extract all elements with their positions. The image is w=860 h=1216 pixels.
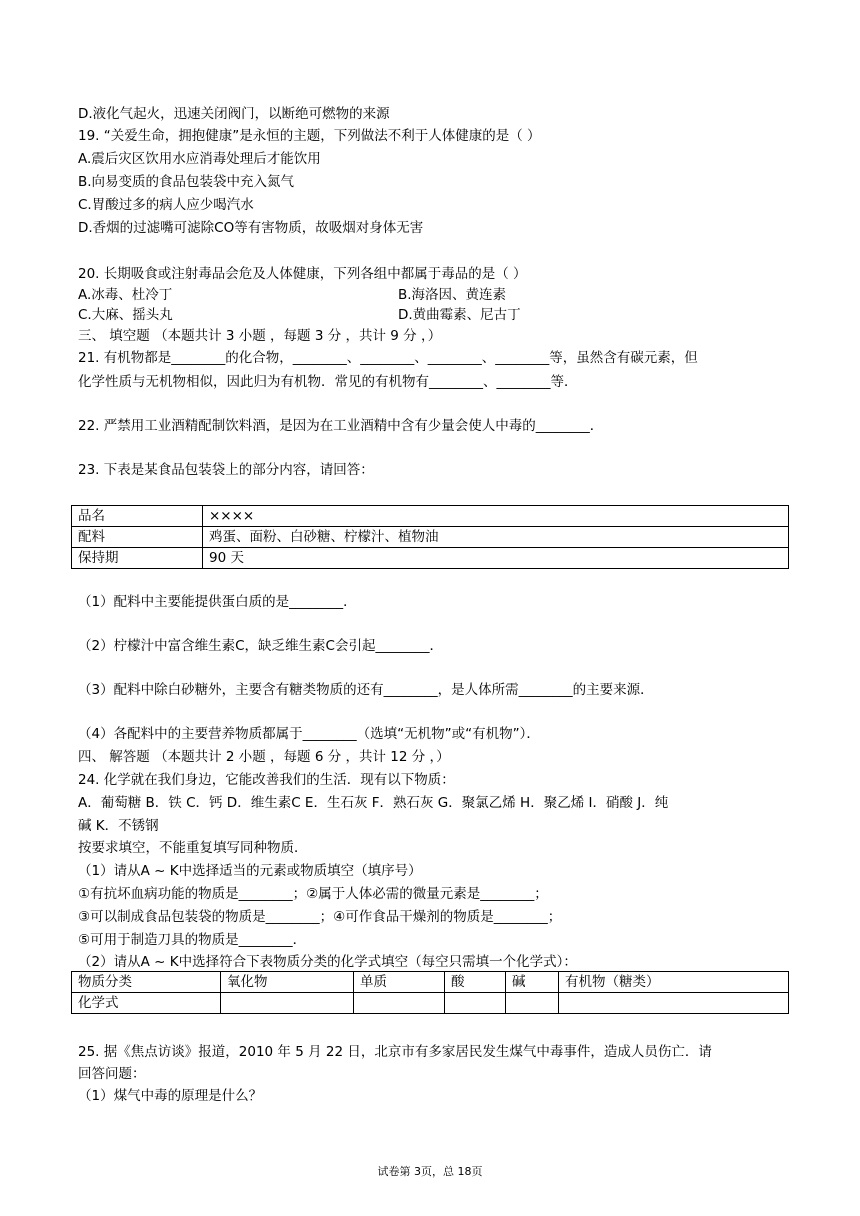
- table-row: [72, 972, 789, 993]
- q25-stem-line2: 回答问题：: [78, 1066, 146, 1082]
- answer-cell: [506, 993, 559, 1014]
- q19-option-b: B.向易变质的食品包装袋中充入氮气: [78, 174, 295, 190]
- table-cell: 化学式: [72, 993, 221, 1014]
- answer-cell: [559, 993, 789, 1014]
- q18-option-d: D.液化气起火，迅速关闭阀门，以断绝可燃物的来源: [78, 106, 390, 122]
- q20-option-d: D.黄曲霉素、尼古丁: [398, 307, 521, 323]
- q22-stem: 22. 严禁用工业酒精配制饮料酒，是因为在工业酒精中含有少量会使人中毒的________．: [78, 418, 604, 434]
- q23-sub2: （2）柠檬汁中富含维生素C，缺乏维生素C会引起________．: [78, 638, 443, 654]
- q21-line1: 21. 有机物都是________的化合物，________、________、________、________等，虽然含有碳元素，但: [78, 350, 698, 366]
- q24-sub1: （1）请从A ~ K中选择适当的元素或物质填空（填序号）: [78, 863, 422, 879]
- q24-options-line2: 碱 K．不锈钢: [78, 818, 159, 834]
- q19-stem: 19. “关爱生命，拥抱健康”是永恒的主题，下列做法不利于人体健康的是（ ）: [78, 128, 541, 144]
- q19-option-c: C.胃酸过多的病人应少喝汽水: [78, 197, 254, 213]
- q20-option-c: C.大麻、摇头丸: [78, 307, 173, 323]
- table-header: 物质分类: [72, 972, 221, 993]
- food-info-table: [71, 505, 789, 569]
- table-cell: 配料: [72, 527, 203, 548]
- table-row: [72, 506, 789, 527]
- q24-sub1-items-b: ③可以制成食品包装袋的物质是________；④可作食品干燥剂的物质是________；: [78, 909, 562, 925]
- q24-sub2: （2）请从A ~ K中选择符合下表物质分类的化学式填空（每空只需填一个化学式）：: [78, 954, 577, 970]
- q19-option-d: D.香烟的过滤嘴可滤除CO等有害物质，故吸烟对身体无害: [78, 220, 424, 236]
- table-header: 酸: [445, 972, 506, 993]
- table-cell: 鸡蛋、面粉、白砂糖、柠檬汁、植物油: [203, 527, 789, 548]
- table-row: [72, 993, 789, 1014]
- classification-table: [71, 971, 789, 1014]
- table-header: 有机物（糖类）: [559, 972, 789, 993]
- q23-sub4: （4）各配料中的主要营养物质都属于________（选填“无机物”或“有机物”）．: [78, 726, 540, 742]
- table-cell: 保持期: [72, 548, 203, 569]
- section-3-heading: 三、 填空题 （本题共计 3 小题 ，每题 3 分 ，共计 9 分 ，）: [78, 328, 442, 344]
- table-cell: 90 天: [203, 548, 789, 569]
- q25-stem-line1: 25. 据《焦点访谈》报道，2010 年 5 月 22 日，北京市有多家居民发生煤气中毒事件，造成人员伤亡．请: [78, 1044, 712, 1060]
- q23-stem: 23. 下表是某食品包装袋上的部分内容，请回答：: [78, 462, 374, 478]
- page-footer: 试卷第 3页，总 18页: [377, 1165, 483, 1178]
- table-cell: ××××: [203, 506, 789, 527]
- section-4-heading: 四、 解答题 （本题共计 2 小题 ，每题 6 分 ，共计 12 分 ，）: [78, 749, 450, 765]
- q20-option-a: A.冰毒、杜冷丁: [78, 287, 173, 303]
- q23-sub1: （1）配料中主要能提供蛋白质的是________．: [78, 594, 357, 610]
- table-header: 氧化物: [221, 972, 354, 993]
- answer-cell: [354, 993, 445, 1014]
- table-header: 单质: [354, 972, 445, 993]
- q24-sub1-items-a: ①有抗坏血病功能的物质是________；②属于人体必需的微量元素是________；: [78, 886, 548, 902]
- answer-cell: [221, 993, 354, 1014]
- q23-sub3: （3）配料中除白砂糖外，主要含有糖类物质的还有________，是人体所需________的主要来源．: [78, 682, 654, 698]
- q20-option-b: B.海洛因、黄连素: [398, 287, 507, 303]
- answer-cell: [445, 993, 506, 1014]
- q24-sub1-items-c: ⑤可用于制造刀具的物质是________．: [78, 932, 307, 948]
- table-header: 碱: [506, 972, 559, 993]
- q24-requirement: 按要求填空，不能重复填写同种物质．: [78, 840, 308, 856]
- q19-option-a: A.震后灾区饮用水应消毒处理后才能饮用: [78, 151, 321, 167]
- q20-stem: 20. 长期吸食或注射毒品会危及人体健康，下列各组中都属于毒品的是（ ）: [78, 266, 527, 282]
- q24-options-line1: A．葡萄糖 B．铁 C．钙 D．维生素C E．生石灰 F．熟石灰 G．聚氯乙烯 H．聚乙烯 I．硝酸 J．纯: [78, 795, 669, 811]
- q25-sub1: （1）煤气中毒的原理是什么？: [78, 1088, 263, 1104]
- table-cell: 品名: [72, 506, 203, 527]
- q21-line2: 化学性质与无机物相似，因此归为有机物．常见的有机物有________、________等．: [78, 374, 578, 390]
- table-row: [72, 548, 789, 569]
- table-row: [72, 527, 789, 548]
- q24-stem: 24. 化学就在我们身边，它能改善我们的生活．现有以下物质：: [78, 772, 455, 788]
